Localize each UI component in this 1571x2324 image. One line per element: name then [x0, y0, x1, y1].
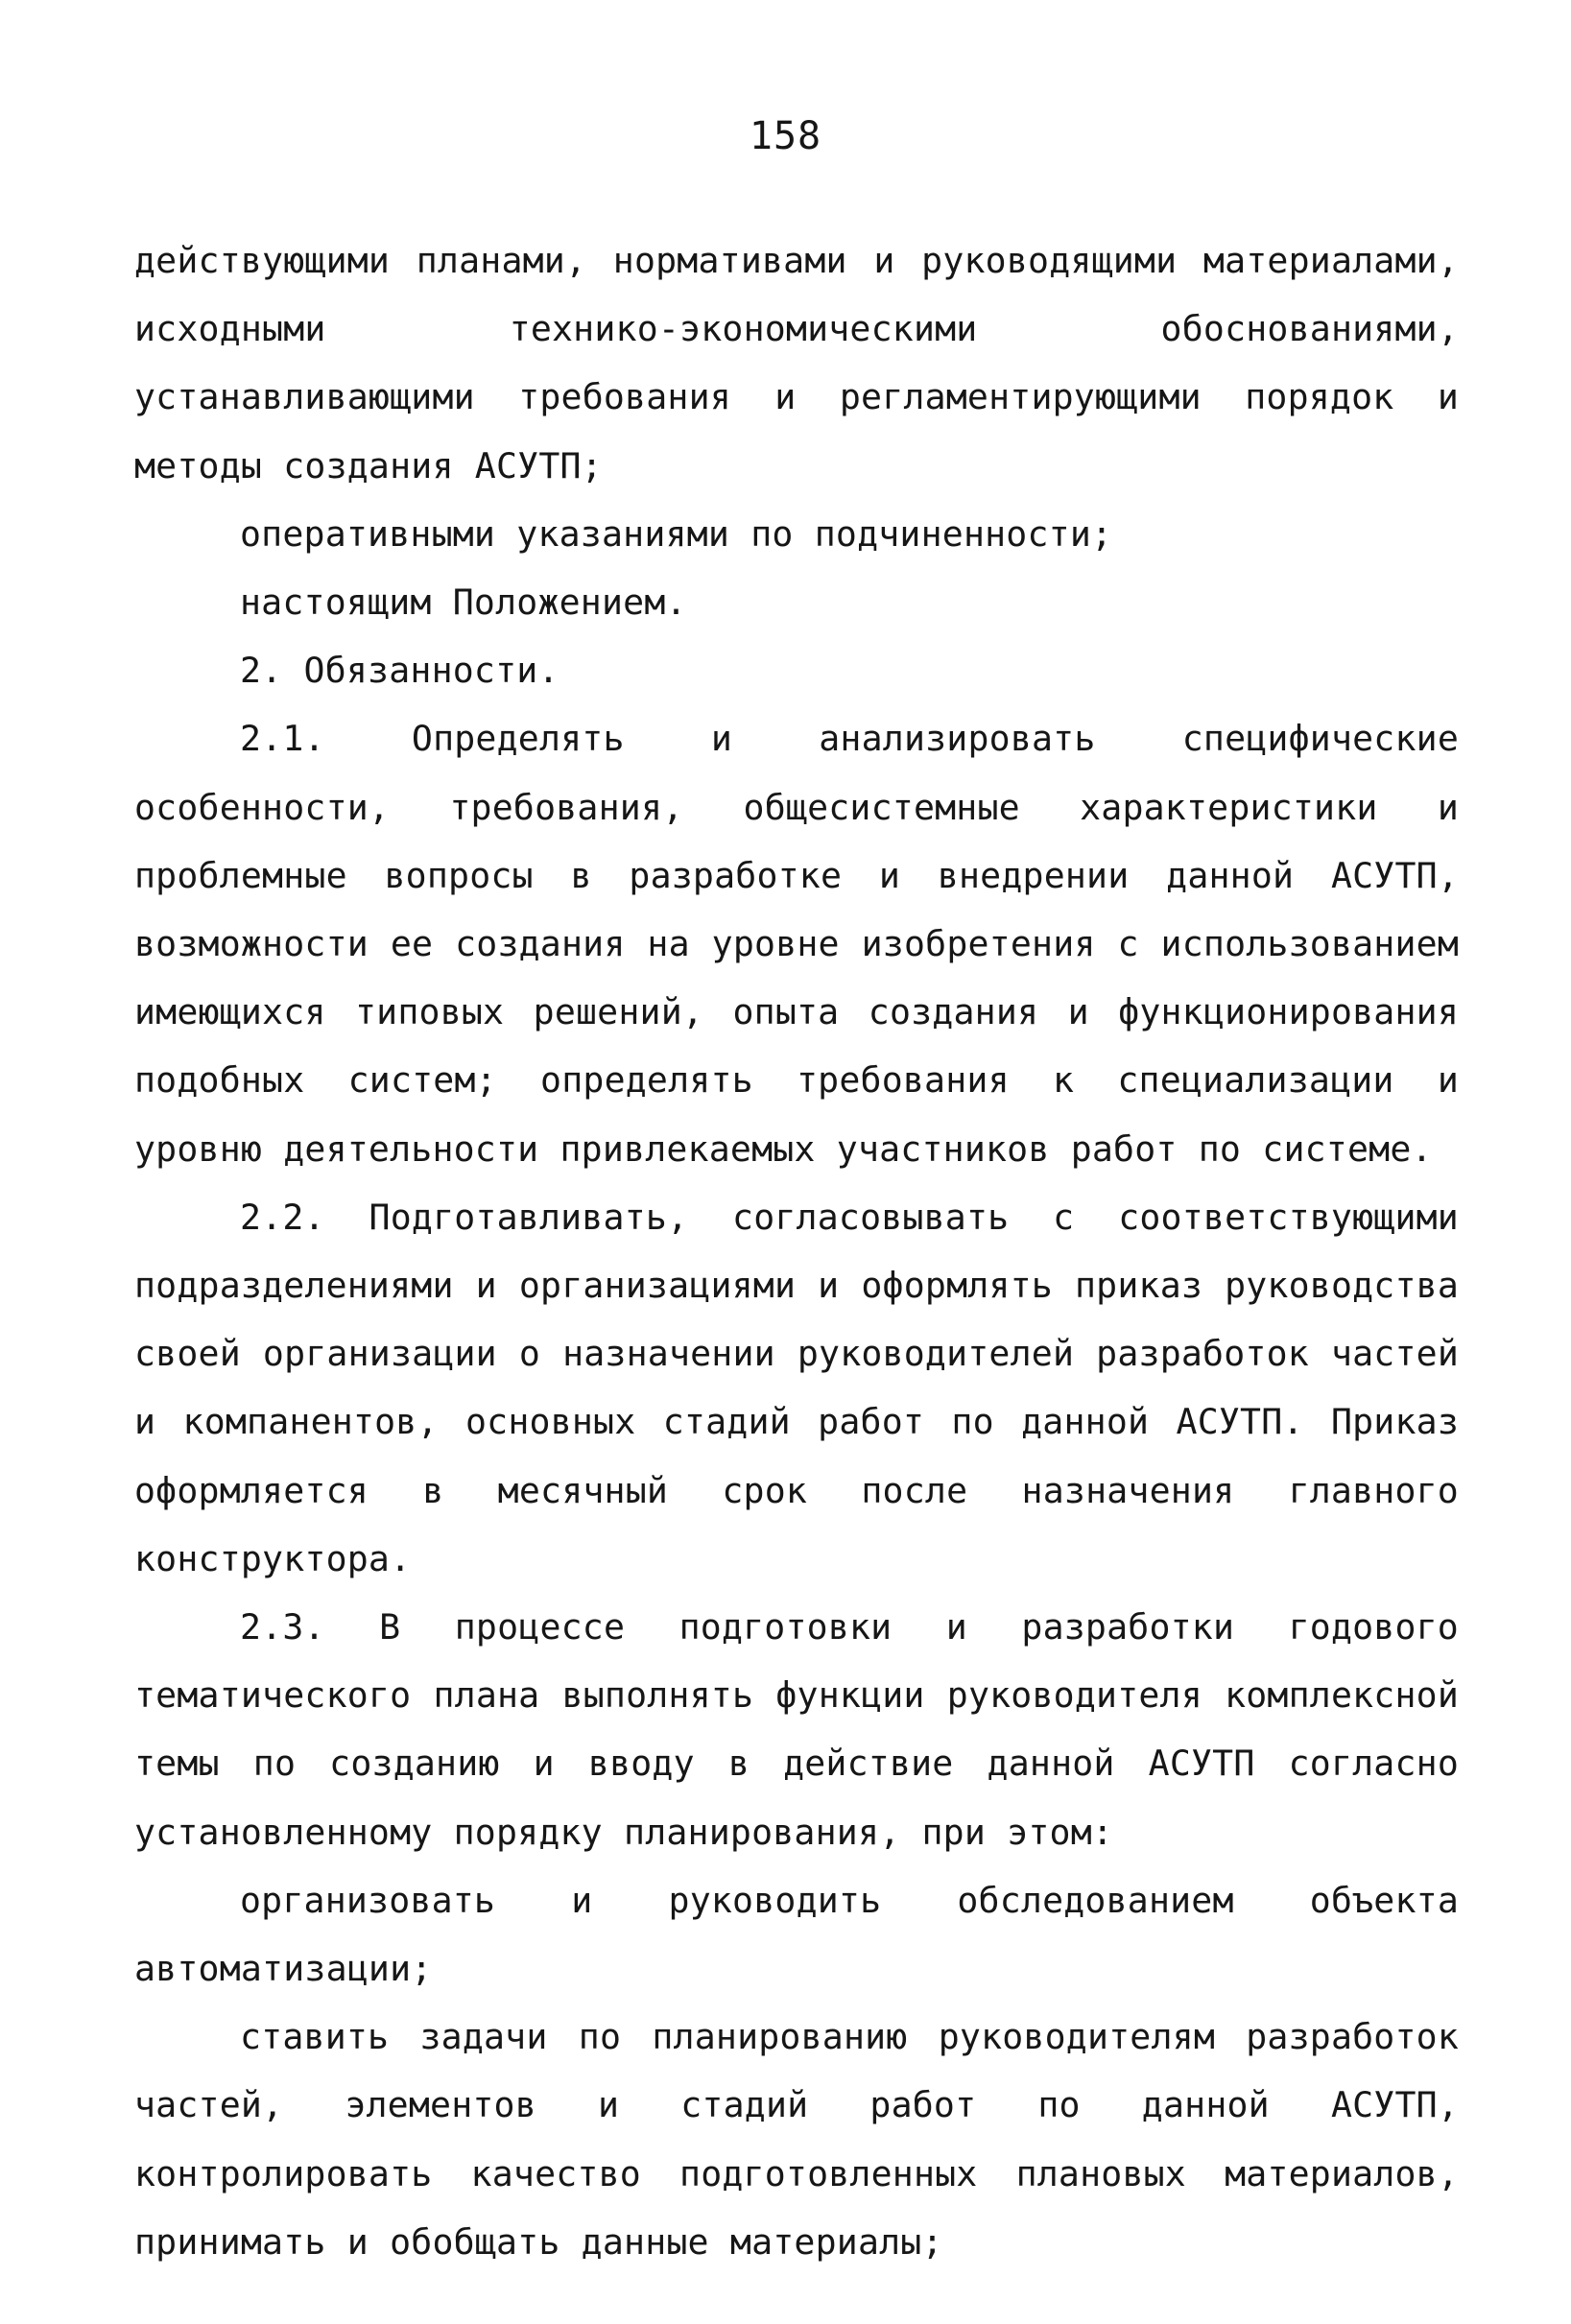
section-heading-duties: 2. Обязанности.: [240, 650, 559, 692]
page-number: 158: [749, 114, 822, 158]
paragraph-regulation: настоящим Положением.: [240, 581, 687, 624]
paragraph-2-3: 2.3. В процессе подготовки и разработки годового тематического плана выполнять функции руководителя комплексной темы по созданию и вводу в действие данной АСУТП согласно установленному порядку планирования, при этом:: [134, 1606, 1459, 1853]
paragraph-survey: организовать и руководить обследованием объекта автоматизации;: [134, 1879, 1459, 1990]
paragraph-2-2: 2.2. Подготавливать, согласовывать с соответствующими подразделениями и организациями и оформлять приказ руководства своей организации о назначении руководителей разработок частей и компанентов, основных стадий работ по данной АСУТП. Приказ оформляется в месячный срок после назначения главного конструктора.: [134, 1196, 1459, 1579]
paragraph-planning-tasks: ставить задачи по планированию руководителям разработок частей, элементов и стадий работ по данной АСУТП, контролировать качество подготовленных плановых материалов, принимать и обобщать данные материалы;: [134, 2016, 1459, 2263]
paragraph-operational-instructions: оперативными указаниями по подчиненности;: [240, 512, 1113, 555]
document-body: [134, 226, 1459, 2276]
paragraph-guiding-documents: действующими планами, нормативами и руководящими материалами, исходными технико-экономическими обоснованиями, устанавливающими требования и регламентирующими порядок и методы создания АСУТП;: [134, 240, 1459, 486]
paragraph-2-1: 2.1. Определять и анализировать специфические особенности, требования, общесистемные характеристики и проблемные вопросы в разработке и внедрении данной АСУТП, возможности ее создания на уровне изобретения с использованием имеющихся типовых решений, опыта создания и функционирования подобных систем; определять требования к специализации и уровню деятельности привлекаемых участников работ по системе.: [134, 718, 1459, 1170]
